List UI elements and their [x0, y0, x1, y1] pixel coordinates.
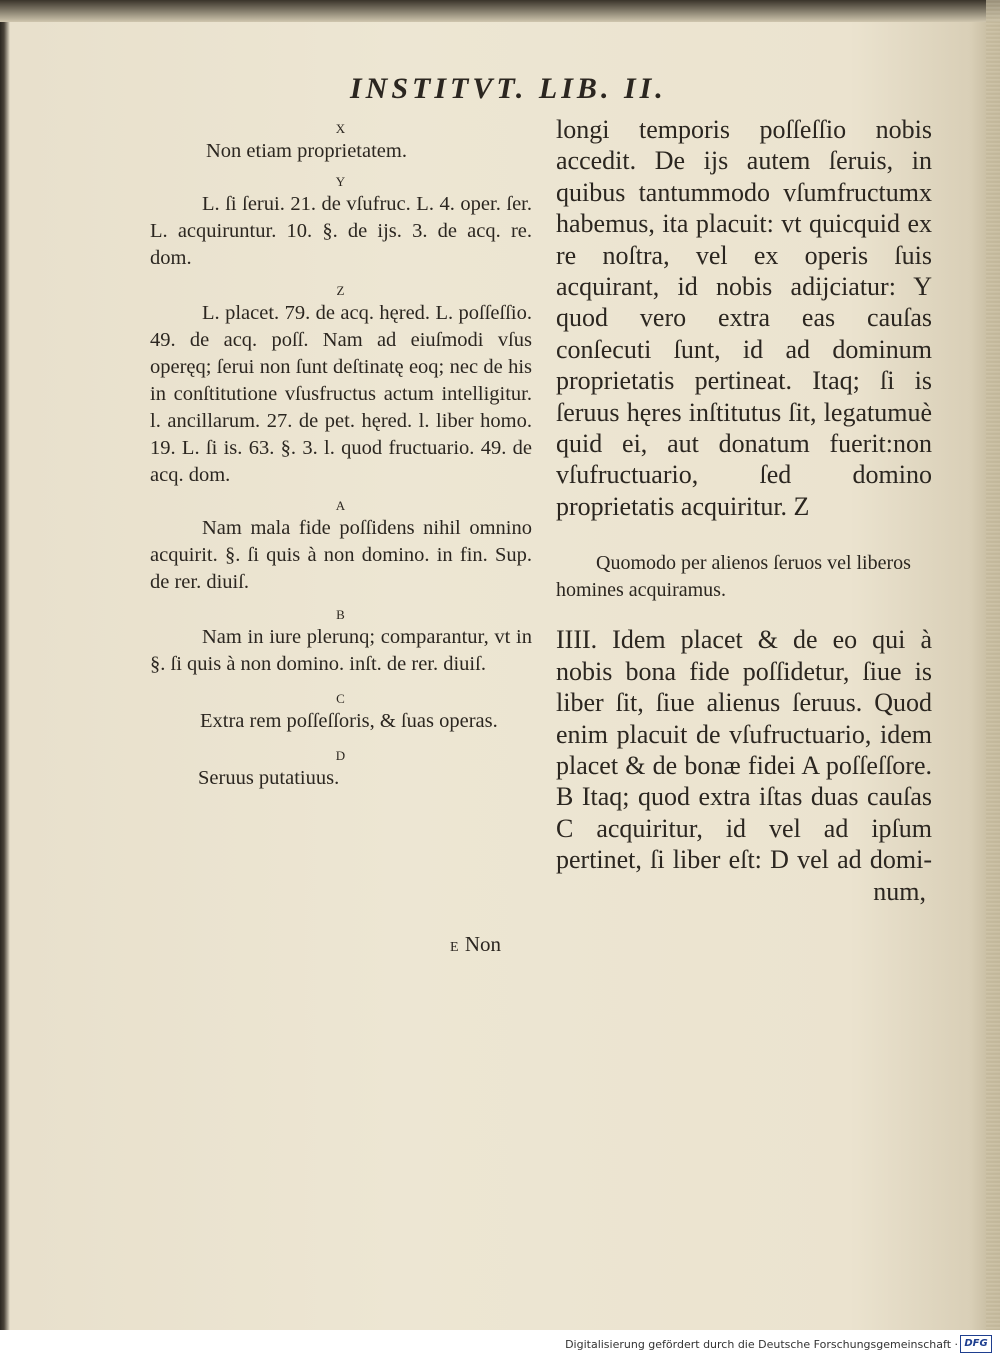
main-paragraph-1: longi temporis poſſeſſio nobis accedit. De ijs autem ſeruis, in quibus tantummodo vſumfructumx habemus, ita placuit: vt quicquid ex re noſtra, vel ex operis ſuis acquirant, id nobis adijciatur: Y quod vero extra eas cauſas conſecuti ſunt, id ad dominum proprietatis pertineat. Itaq; ſi is ſeruus hęres inſtitutus ſit, legatumuè quid ei, aut donatum fuerit:non vſufructuario, ſed domino proprietatis acquiritur. Z	[556, 115, 932, 521]
dfg-logo-icon: DFG	[960, 1335, 992, 1353]
section-heading: Quomodo per alienos ſeruos vel liberos homines acquiramus.	[556, 552, 911, 602]
marginal-notes-column	[150, 112, 532, 792]
note-marker: X	[335, 121, 347, 136]
note-marker: B	[336, 607, 346, 622]
note-text: Nam in iure plerunq; comparantur, vt in §. ſi quis à non domino. inſt. de rer. diuiſ.	[150, 626, 532, 675]
note-marker: C	[336, 691, 346, 706]
catchword-marker: E	[450, 940, 460, 955]
catchword	[450, 932, 501, 957]
digitization-footer	[0, 1330, 1000, 1359]
note-text: Seruus putatiuus.	[198, 767, 340, 789]
catchword-text: Non	[464, 932, 501, 956]
note-text: Non etiam proprietatem.	[206, 140, 407, 162]
funding-credit: Digitalisierung gefördert durch die Deutsche Forschungsgemeinschaft ·	[565, 1338, 958, 1351]
note-marker: Y	[335, 174, 347, 189]
note-marker: A	[335, 498, 347, 513]
note-text: Nam mala fide poſſidens nihil omnino acquirit. §. ſi quis à non domino. in fin. Sup. de rer. diuiſ.	[150, 517, 532, 593]
note-text: L. ſi ſerui. 21. de vſufruc. L. 4. oper. ſer. L. acquiruntur. 10. §. de ijs. 3. de acq. re. dom.	[150, 193, 532, 269]
note-marker: D	[335, 748, 347, 763]
note-text: Extra rem poſſeſſoris, & ſuas operas.	[200, 710, 498, 732]
main-paragraph-2: IIII. Idem placet & de eo qui à nobis bona fide poſſidetur, ſiue is liber ſit, ſiue alienus ſeruus. Quod enim placuit de vſufructuario, idem placet & de bonæ fidei A poſſeſſore. B Itaq; quod extra iſtas duas cauſas C acquiritur, id vel ad ipſum pertinet, ſi liber eſt: D vel ad domi-	[556, 625, 932, 875]
main-text-column	[556, 114, 932, 907]
running-head: INSTITVT. LIB. II.	[350, 72, 667, 105]
note-text: L. placet. 79. de acq. hęred. L. poſſeſſio. 49. de acq. poſſ. Nam ad eiuſmodi vſus operęq; ſerui non ſunt deſtinatę eoq; nec de his in conſtitutione vſusfructus actum intelligitur. l. ancillarum. 27. de pet. hęred. l. liber homo. 19. L. ſi is. 63. §. 3. l. quod fructuario. 49. de acq. dom.	[150, 302, 532, 486]
note-marker: Z	[336, 283, 346, 298]
last-word: num,	[873, 876, 926, 906]
